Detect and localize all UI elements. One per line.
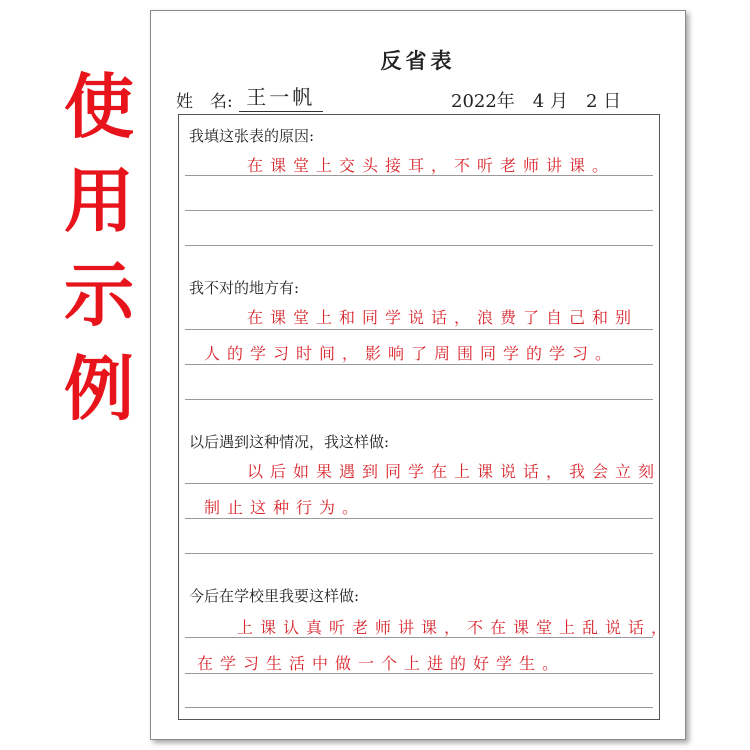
section-1-prompt: 我填这张表的原因: [189, 127, 315, 145]
section-2-answer-line-1: 在课堂上和同学说话，浪费了自己和别 [247, 308, 639, 327]
section-3-prompt: 以后遇到这种情况，我这样做: [189, 433, 390, 451]
usage-example-char: 示 [64, 254, 134, 336]
section-1-answer-line-1: 在课堂上交头接耳，不听老师讲课。 [247, 156, 616, 175]
date-field: 2022年 4 月 2 日 [451, 91, 622, 112]
ruled-line [185, 245, 653, 246]
name-field [239, 85, 323, 112]
ruled-line [185, 210, 653, 211]
name-value: 王一帆 [246, 85, 316, 109]
section-4-answer-line-2: 在学习生活中做一个上进的好学生。 [197, 654, 566, 673]
ruled-line [185, 553, 653, 554]
usage-example-label [58, 60, 140, 436]
section-2-prompt: 我不对的地方有: [189, 279, 300, 297]
ruled-line [185, 483, 653, 484]
ruled-line [185, 399, 653, 400]
name-row [176, 85, 323, 112]
usage-example-char: 使 [64, 66, 134, 148]
ruled-line [185, 364, 653, 365]
usage-example-char: 例 [64, 348, 134, 430]
ruled-line [185, 637, 653, 638]
name-label: 姓 名: [176, 92, 233, 112]
section-4-answer-line-1: 上课认真听老师讲课，不在课堂上乱说话， [237, 618, 675, 637]
form-title: 反省表 [380, 48, 456, 73]
usage-example-char: 用 [64, 160, 134, 242]
reflection-form-sheet [150, 10, 686, 740]
ruled-line [185, 329, 653, 330]
ruled-line [185, 673, 653, 674]
section-3-answer-line-1: 以后如果遇到同学在上课说话，我会立刻 [247, 462, 662, 481]
ruled-line [185, 518, 653, 519]
form-body [178, 114, 675, 720]
ruled-line [185, 175, 653, 176]
section-2-answer-line-2: 人的学习时间，影响了周围同学的学习。 [204, 344, 619, 363]
section-3-answer-line-2: 制止这种行为。 [204, 498, 366, 517]
section-4-prompt: 今后在学校里我要这样做: [189, 587, 360, 605]
ruled-line [185, 707, 653, 708]
